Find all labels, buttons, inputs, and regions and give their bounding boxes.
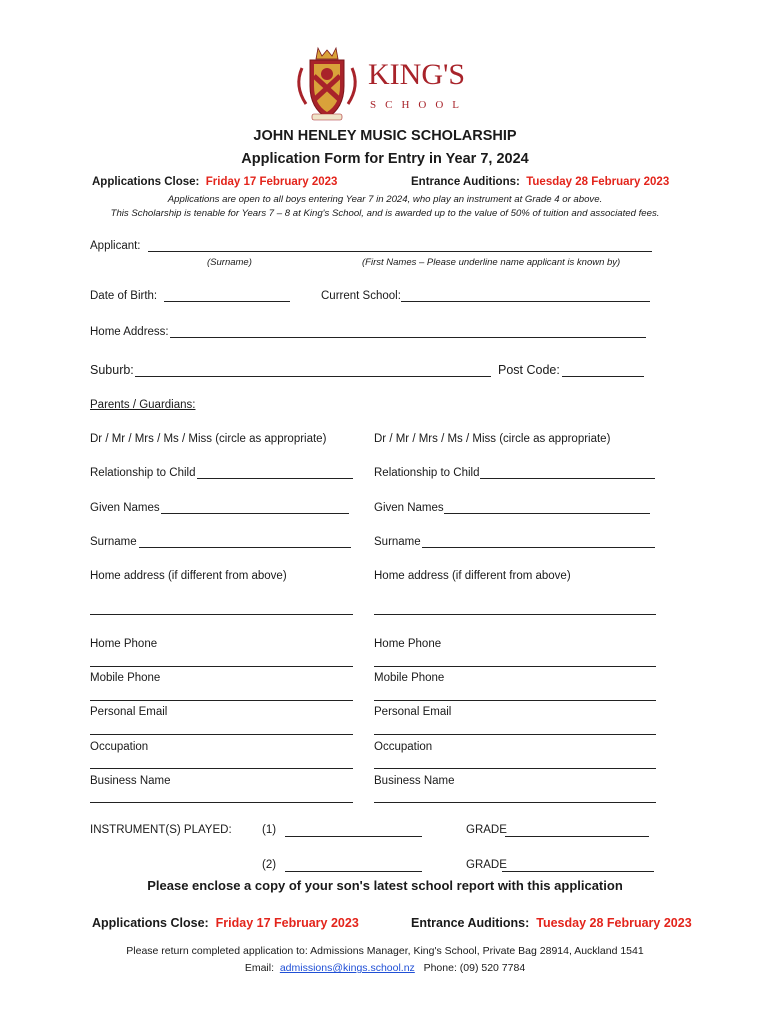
grade-2-field[interactable] (502, 871, 654, 872)
school-logo (292, 46, 482, 122)
auditions-date-bottom: Tuesday 28 February 2023 (536, 916, 692, 930)
guardian2-business-label: Business Name (374, 775, 455, 787)
intro-line-1: Applications are open to all boys entering Year 7 in 2024, who play an instrument at Grade 4 or above. (167, 194, 603, 205)
auditions-date: Tuesday 28 February 2023 (526, 176, 670, 188)
guardian2-surname-field[interactable] (422, 547, 655, 548)
form-subtitle: Application Form for Entry in Year 7, 2024 (241, 151, 529, 167)
applicant-field[interactable] (148, 251, 652, 252)
suburb-field[interactable] (135, 376, 491, 377)
grade-1-label: GRADE (466, 824, 507, 836)
guardian1-home-phone-label: Home Phone (90, 638, 158, 650)
guardian1-email-field[interactable] (90, 734, 353, 735)
applications-close-top: Applications Close: Friday 17 February 2023 (92, 176, 338, 188)
grade-2-label: GRADE (466, 859, 507, 871)
guardian2-home-address-label: Home address (if different from above) (374, 570, 571, 582)
guardian1-surname-field[interactable] (139, 547, 351, 548)
form-title: JOHN HENLEY MUSIC SCHOLARSHIP (253, 128, 517, 144)
guardian1-relationship-label: Relationship to Child (90, 467, 196, 479)
instrument-1-number: (1) (262, 824, 277, 836)
instrument-1-field[interactable] (285, 836, 422, 837)
guardian1-title-options[interactable]: Dr / Mr / Mrs / Ms / Miss (circle as appropriate) (90, 433, 327, 445)
guardian1-occupation-label: Occupation (90, 741, 149, 753)
email-link[interactable]: admissions@kings.school.nz (279, 962, 415, 974)
guardian2-occupation-label: Occupation (374, 741, 433, 753)
instrument-2-number: (2) (262, 859, 277, 871)
guardian2-home-address-field[interactable] (374, 614, 656, 615)
report-notice: Please enclose a copy of your son's latest school report with this application (147, 878, 623, 893)
svg-text:KING'S: KING'S (368, 58, 466, 91)
contact-line: Email: admissions@kings.school.nz Phone: (09) 520 7784 (244, 962, 526, 974)
guardian2-occupation-field[interactable] (374, 768, 656, 769)
guardian2-given-names-field[interactable] (444, 513, 650, 514)
current-school-field[interactable] (401, 301, 650, 302)
home-address-field[interactable] (170, 337, 646, 338)
guardian1-occupation-field[interactable] (90, 768, 353, 769)
guardian2-email-field[interactable] (374, 734, 656, 735)
guardian1-home-phone-field[interactable] (90, 666, 353, 667)
auditions-top: Entrance Auditions: Tuesday 28 February 2023 (411, 176, 670, 188)
guardian2-home-phone-field[interactable] (374, 666, 656, 667)
grade-1-field[interactable] (505, 836, 649, 837)
suburb-label: Suburb: (90, 363, 134, 377)
return-address: Please return completed application to: Admissions Manager, King's School, Private Bag 28914, Auckland 1541 (126, 945, 644, 957)
guardian2-home-phone-label: Home Phone (374, 638, 442, 650)
post-code-label: Post Code: (498, 363, 560, 377)
post-code-field[interactable] (562, 376, 644, 377)
home-address-label: Home Address: (90, 326, 169, 338)
phone-number: (09) 520 7784 (459, 962, 526, 974)
guardian1-given-names-field[interactable] (161, 513, 349, 514)
current-school-label: Current School: (321, 290, 401, 302)
instruments-label: INSTRUMENT(S) PLAYED: (90, 824, 232, 836)
guardians-heading: Parents / Guardians: (90, 399, 196, 411)
instrument-2-field[interactable] (285, 871, 422, 872)
guardian2-mobile-field[interactable] (374, 700, 656, 701)
guardian2-given-names-label: Given Names (374, 502, 444, 514)
guardian2-relationship-label: Relationship to Child (374, 467, 480, 479)
guardian1-mobile-field[interactable] (90, 700, 353, 701)
guardian1-home-address-label: Home address (if different from above) (90, 570, 287, 582)
dob-field[interactable] (164, 301, 290, 302)
guardian1-mobile-label: Mobile Phone (90, 672, 161, 684)
guardian2-mobile-label: Mobile Phone (374, 672, 445, 684)
svg-text:SCHOOL: SCHOOL (370, 99, 469, 111)
applications-close-date: Friday 17 February 2023 (205, 176, 338, 188)
guardian2-email-label: Personal Email (374, 706, 452, 718)
guardian1-business-field[interactable] (90, 802, 353, 803)
guardian2-business-field[interactable] (374, 802, 656, 803)
guardian1-home-address-field[interactable] (90, 614, 353, 615)
guardian1-surname-label: Surname (90, 536, 137, 548)
dob-label: Date of Birth: (90, 290, 158, 302)
guardian1-business-label: Business Name (90, 775, 171, 787)
guardian2-surname-label: Surname (374, 536, 421, 548)
applicant-label: Applicant: (90, 240, 141, 252)
first-names-hint: (First Names – Please underline name applicant is known by) (362, 257, 621, 268)
guardian1-relationship-field[interactable] (197, 478, 353, 479)
guardian2-relationship-field[interactable] (480, 478, 655, 479)
surname-hint: (Surname) (207, 257, 252, 268)
intro-line-2: This Scholarship is tenable for Years 7 – 8 at King's School, and is awarded up to the value of 50% of tuition and associated fees. (110, 208, 660, 219)
guardian1-given-names-label: Given Names (90, 502, 160, 514)
guardian2-title-options[interactable]: Dr / Mr / Mrs / Ms / Miss (circle as appropriate) (374, 433, 611, 445)
guardian1-email-label: Personal Email (90, 706, 168, 718)
applications-close-date-bottom: Friday 17 February 2023 (215, 916, 359, 930)
applications-close-bottom: Applications Close: Friday 17 February 2023 (92, 916, 359, 930)
auditions-bottom: Entrance Auditions: Tuesday 28 February 2023 (411, 916, 692, 930)
school-crest-icon (292, 46, 482, 122)
